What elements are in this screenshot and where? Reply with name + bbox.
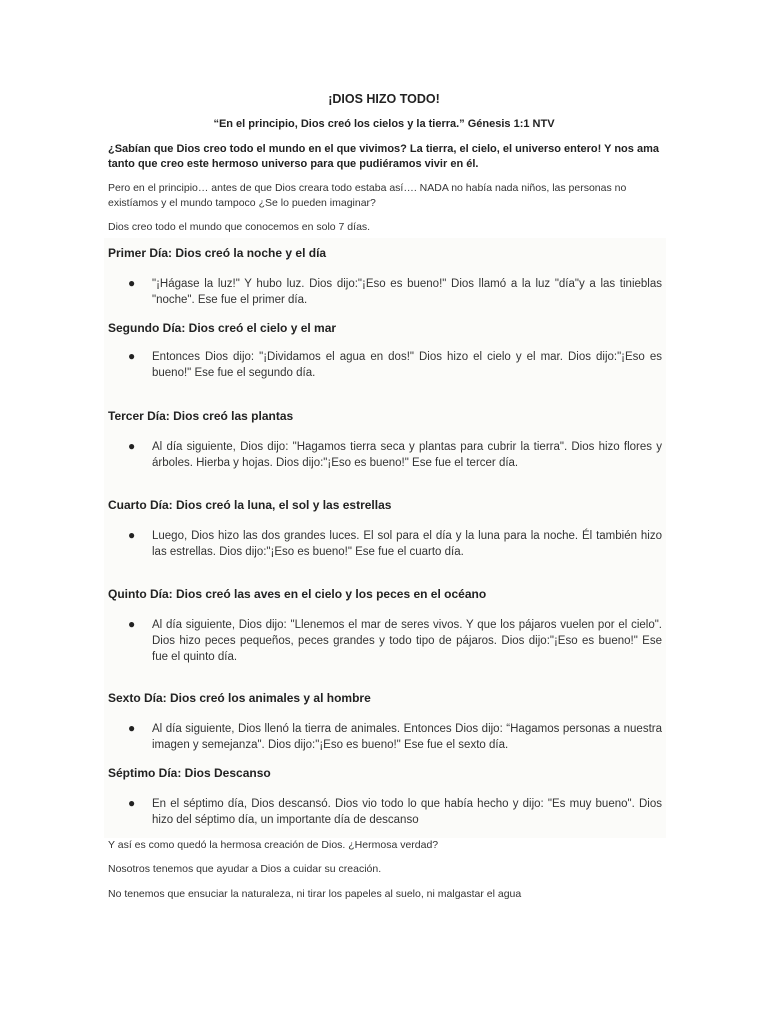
day-4-heading: Cuarto Día: Dios creó la luna, el sol y las estrellas bbox=[108, 498, 392, 512]
day-2-text: Entonces Dios dijo: "¡Dividamos el agua en dos!" Dios hizo el cielo y el mar. Dios dijo:"¡Eso es bueno!" Ese fue el segundo día. bbox=[152, 351, 662, 379]
day-1-text: "¡Hágase la luz!" Y hubo luz. Dios dijo:"¡Eso es bueno!" Dios llamó a la luz "día"y a las tinieblas "noche". Ese fue el primer día. bbox=[152, 278, 662, 306]
intro-bold-paragraph: ¿Sabían que Dios creo todo el mundo en el que vivimos? La tierra, el cielo, el universo entero! Y nos ama tanto que creo este hermoso universo para que pudiéramos vivir en él. bbox=[108, 143, 659, 170]
bible-verse: “En el principio, Dios creó los cielos y la tierra.” Génesis 1:1 NTV bbox=[213, 118, 555, 130]
page-title: ¡DIOS HIZO TODO! bbox=[328, 92, 440, 106]
bullet-icon: ● bbox=[128, 349, 136, 363]
day-3-heading: Tercer Día: Dios creó las plantas bbox=[108, 409, 294, 423]
closing-paragraph-2: Nosotros tenemos que ayudar a Dios a cuidar su creación. bbox=[108, 863, 382, 875]
day-5-text: Al día siguiente, Dios dijo: "Llenemos el mar de seres vivos. Y que los pájaros vuelen por el cielo". Dios hizo peces pequeños, peces grandes y todo tipo de pájaros. Dios dijo:"¡Eso es bueno!" Ese fue el quinto día. bbox=[152, 619, 662, 663]
day-6-text: Al día siguiente, Dios llenó la tierra de animales. Entonces Dios dijo: “Hagamos personas a nuestra imagen y semejanza". Dios dijo:"¡Eso es bueno!" Ese fue el sexto día. bbox=[152, 723, 662, 751]
closing-paragraph-3: No tenemos que ensuciar la naturaleza, ni tirar los papeles al suelo, ni malgastar el agua bbox=[108, 888, 522, 900]
intro-paragraph-2: Dios creo todo el mundo que conocemos en solo 7 días. bbox=[108, 221, 371, 233]
day-7-text: En el séptimo día, Dios descansó. Dios vio todo lo que había hecho y dijo: "Es muy bueno". Dios hizo del séptimo día, un importante día de descanso bbox=[152, 798, 662, 826]
intro-paragraph-1: Pero en el principio… antes de que Dios creara todo estaba así…. NADA no había nada niños, las personas no existíamos y el mundo tampoco ¿Se lo pueden imaginar? bbox=[108, 182, 627, 209]
day-4-text: Luego, Dios hizo las dos grandes luces. El sol para el día y la luna para la noche. Él también hizo las estrellas. Dios dijo:"¡Eso es bueno!" Ese fue el cuarto día. bbox=[152, 530, 662, 558]
day-1-heading: Primer Día: Dios creó la noche y el día bbox=[108, 246, 327, 260]
bullet-icon: ● bbox=[128, 439, 136, 453]
bullet-icon: ● bbox=[128, 276, 136, 290]
bullet-icon: ● bbox=[128, 721, 136, 735]
bullet-icon: ● bbox=[128, 617, 136, 631]
day-2-heading: Segundo Día: Dios creó el cielo y el mar bbox=[108, 321, 337, 335]
day-3-text: Al día siguiente, Dios dijo: "Hagamos tierra seca y plantas para cubrir la tierra". Dios hizo flores y árboles. Hierba y hojas. Dios dijo:"¡Eso es bueno!" Ese fue el tercer día. bbox=[152, 441, 662, 469]
day-6-heading: Sexto Día: Dios creó los animales y al hombre bbox=[108, 691, 371, 705]
closing-paragraph-1: Y así es como quedó la hermosa creación de Dios. ¿Hermosa verdad? bbox=[108, 839, 439, 851]
bullet-icon: ● bbox=[128, 528, 136, 542]
day-7-heading: Séptimo Día: Dios Descanso bbox=[108, 766, 271, 780]
bullet-icon: ● bbox=[128, 796, 136, 810]
day-5-heading: Quinto Día: Dios creó las aves en el cielo y los peces en el océano bbox=[108, 587, 487, 601]
